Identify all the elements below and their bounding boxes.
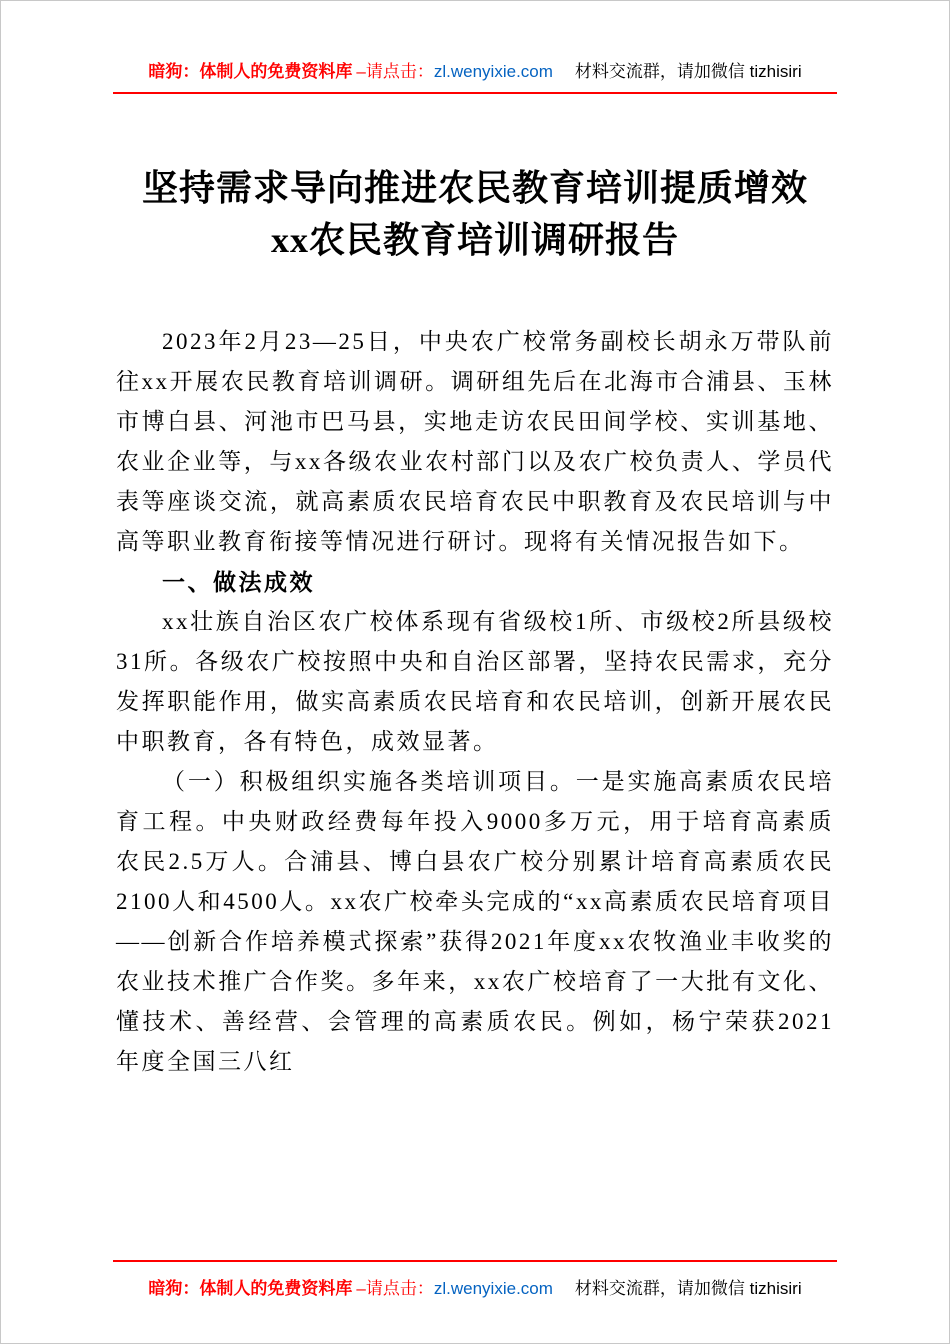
paragraph-overview: xx壮族自治区农广校体系现有省级校1所、市级校2所县级校31所。各级农广校按照中央和自治区部署，坚持农民需求，充分发挥职能作用，做实高素质农民培育和农民培训，创新开展农民中职教育，各有特色，成效显著。 bbox=[116, 609, 834, 754]
section-heading-1: 一、做法成效 bbox=[162, 569, 315, 595]
paragraph-intro: 2023年2月23—25日，中央农广校常务副校长胡永万带队前往xx开展农民教育培训调研。调研组先后在北海市合浦县、玉林市博白县、河池市巴马县，实地走访农民田间学校、实训基地、农业企业等，与xx各级农业农村部门以及农广校负责人、学员代表等座谈交流，就高素质农民培育农民中职教育及农民培训与中高等职业教育衔接等情况进行研讨。现将有关情况报告如下。 bbox=[116, 329, 834, 554]
banner-brand: 暗狗：体制人的免费资料库 bbox=[148, 1279, 353, 1298]
banner-site-link[interactable]: zl.wenyixie.com bbox=[433, 1279, 553, 1298]
document-content bbox=[1, 162, 949, 1082]
document-title bbox=[116, 162, 834, 266]
banner-site-link[interactable]: zl.wenyixie.com bbox=[433, 62, 553, 81]
paragraph-training-projects: （一）积极组织实施各类培训项目。一是实施高素质农民培育工程。中央财政经费每年投入9000多万元，用于培育高素质农民2.5万人。合浦县、博白县农广校分别累计培育高素质农民2100人和4500人。xx农广校牵头完成的“xx高素质农民培育项目——创新合作培养模式探索”获得2021年度xx农牧渔业丰收奖的农业技术推广合作奖。多年来，xx农广校培育了一大批有文化、懂技术、善经营、会管理的高素质农民。例如，杨宁荣获2021年度全国三八红 bbox=[116, 769, 834, 1074]
banner-suffix: 材料交流群，请加微信 tizhisiri bbox=[574, 62, 802, 81]
title-line-1: 坚持需求导向推进农民教育培训提质增效 bbox=[141, 168, 808, 208]
top-banner bbox=[1, 1, 949, 94]
banner-prompt: –请点击： bbox=[356, 1279, 434, 1298]
document-body bbox=[116, 322, 834, 1082]
banner-suffix: 材料交流群，请加微信 tizhisiri bbox=[574, 1279, 802, 1298]
bottom-banner-row bbox=[1, 1262, 949, 1299]
title-line-2: xx农民教育培训调研报告 bbox=[270, 220, 679, 260]
bottom-banner bbox=[1, 1250, 949, 1299]
top-banner-divider bbox=[113, 92, 837, 94]
banner-brand: 暗狗：体制人的免费资料库 bbox=[148, 62, 353, 81]
banner-prompt: –请点击： bbox=[356, 62, 434, 81]
top-banner-row bbox=[1, 1, 949, 82]
